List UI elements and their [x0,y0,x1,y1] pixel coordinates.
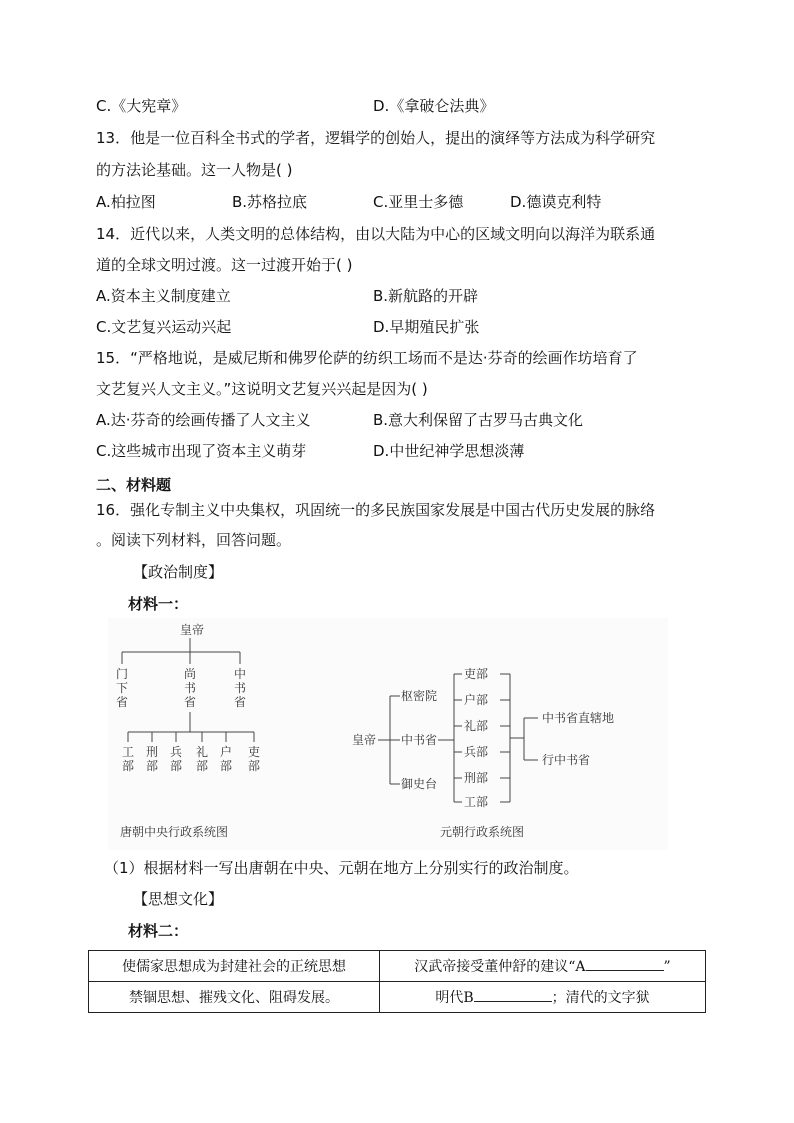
q15-stem-line2: 文艺复兴人文主义。”这说明文艺复兴兴起是因为( ) [96,380,428,398]
answer-blank-b[interactable] [474,987,552,1002]
answer-blank-a[interactable] [586,956,664,971]
tang-shangshu-char2: 书 [184,681,197,695]
tang-zhongshu-char2: 书 [234,681,247,695]
tang-gongbu-char1: 工 [122,745,135,759]
material2-label: 材料二： [128,922,189,940]
option-14b: B.新航路的开辟 [373,287,479,305]
option-13a: A.柏拉图 [96,193,156,211]
yuan-branch-3: 御史台 [401,777,438,791]
tang-libu-char2: 部 [196,759,209,773]
yuan-ministry-3: 礼部 [464,719,489,733]
yuan-branch-2: 中书省 [401,733,438,747]
yuan-ministry-6: 工部 [464,795,489,809]
yuan-target-2: 行中书省 [542,753,591,767]
tang-shangshu-char3: 省 [184,695,197,709]
cell-suffix: ；清代的文字狱 [551,990,650,1006]
cell-prefix: 明代B [435,990,474,1006]
table-cell-left: 使儒家思想成为封建社会的正统思想 [89,951,380,982]
q14-stem-line2: 道的全球文明过渡。这一过渡开始于( ) [96,256,353,274]
table-cell-right [380,982,706,1013]
option-13b: B.苏格拉底 [232,193,308,211]
tang-zhongshu-char1: 中 [234,667,247,681]
tang-bingbu-char1: 兵 [170,745,183,759]
material1-label: 材料一： [128,595,189,613]
politics-heading: 【政治制度】 [133,563,224,581]
yuan-target-1: 中书省直辖地 [542,711,615,725]
tang-menxia-char3: 省 [116,695,129,709]
q16-subquestion-1: （1）根据材料一写出唐朝在中央、元朝在地方上分别实行的政治制度。 [104,859,579,877]
tang-libu-char1: 礼 [196,745,209,759]
q16-stem-line2: 。阅读下列材料，回答问题。 [96,531,292,549]
table-row [89,982,706,1013]
table-cell-right [380,951,706,982]
tang-zhongshu-char3: 省 [234,695,247,709]
q16-stem-line1: 16．强化专制主义中央集权，巩固统一的多民族国家发展是中国古代历史发展的脉络 [96,501,656,519]
yuan-emperor: 皇帝 [352,733,377,747]
yuan-ministry-1: 吏部 [464,667,489,681]
admin-system-diagrams [108,618,668,850]
option-15c: C.这些城市出现了资本主义萌芽 [96,442,307,460]
table-row [89,951,706,982]
tang-bingbu-char2: 部 [170,759,183,773]
yuan-ministry-2: 户部 [464,693,489,707]
option-15d: D.中世纪神学思想淡薄 [373,442,525,460]
yuan-chart-caption: 元朝行政系统图 [440,825,525,839]
yuan-branch-1: 枢密院 [401,689,438,703]
yuan-ministry-5: 刑部 [464,771,489,785]
option-15b: B.意大利保留了古罗马古典文化 [373,411,584,429]
tang-menxia-char2: 下 [116,681,129,695]
q13-stem-line2: 的方法论基础。这一人物是( ) [96,161,293,179]
tang-hubu-char1: 户 [220,745,233,759]
tang-gongbu-char2: 部 [122,759,135,773]
option-12d: D.《拿破仑法典》 [373,97,495,115]
option-13c: C.亚里士多德 [373,193,464,211]
tang-libu2-char1: 吏 [248,745,261,759]
tang-hubu-char2: 部 [220,759,233,773]
q13-stem-line1: 13．他是一位百科全书式的学者，逻辑学的创始人，提出的演绎等方法成为科学研究 [96,129,656,147]
yuan-ministry-4: 兵部 [464,745,489,759]
option-14c: C.文艺复兴运动兴起 [96,318,232,336]
option-14a: A.资本主义制度建立 [96,287,231,305]
q15-stem-line1: 15．“严格地说，是威尼斯和佛罗伦萨的纺织工场而不是达·芬奇的绘画作坊培育了 [96,349,638,367]
q14-stem-line1: 14．近代以来，人类文明的总体结构，由以大陆为中心的区域文明向以海洋为联系通 [96,225,656,243]
tang-chart-caption: 唐朝中央行政系统图 [120,825,229,839]
tang-emperor: 皇帝 [180,623,205,637]
section-heading: 二、材料题 [96,476,172,494]
table-cell-left: 禁锢思想、摧残文化、阻碍发展。 [89,982,380,1013]
tang-xingbu-char1: 刑 [146,745,159,759]
tang-menxia-char1: 门 [116,667,129,681]
material2-table [88,950,706,1013]
option-15a: A.达·芬奇的绘画传播了人文主义 [96,411,311,429]
tang-libu2-char2: 部 [248,759,261,773]
option-13d: D.德谟克利特 [510,193,602,211]
tang-xingbu-char2: 部 [146,759,159,773]
option-14d: D.早期殖民扩张 [373,318,480,336]
option-12c: C.《大宪章》 [96,97,187,115]
cell-prefix: 汉武帝接受董仲舒的建议“A [414,959,586,975]
culture-heading: 【思想文化】 [133,890,224,908]
cell-suffix: ” [663,959,671,975]
tang-shangshu-char1: 尚 [184,667,197,681]
